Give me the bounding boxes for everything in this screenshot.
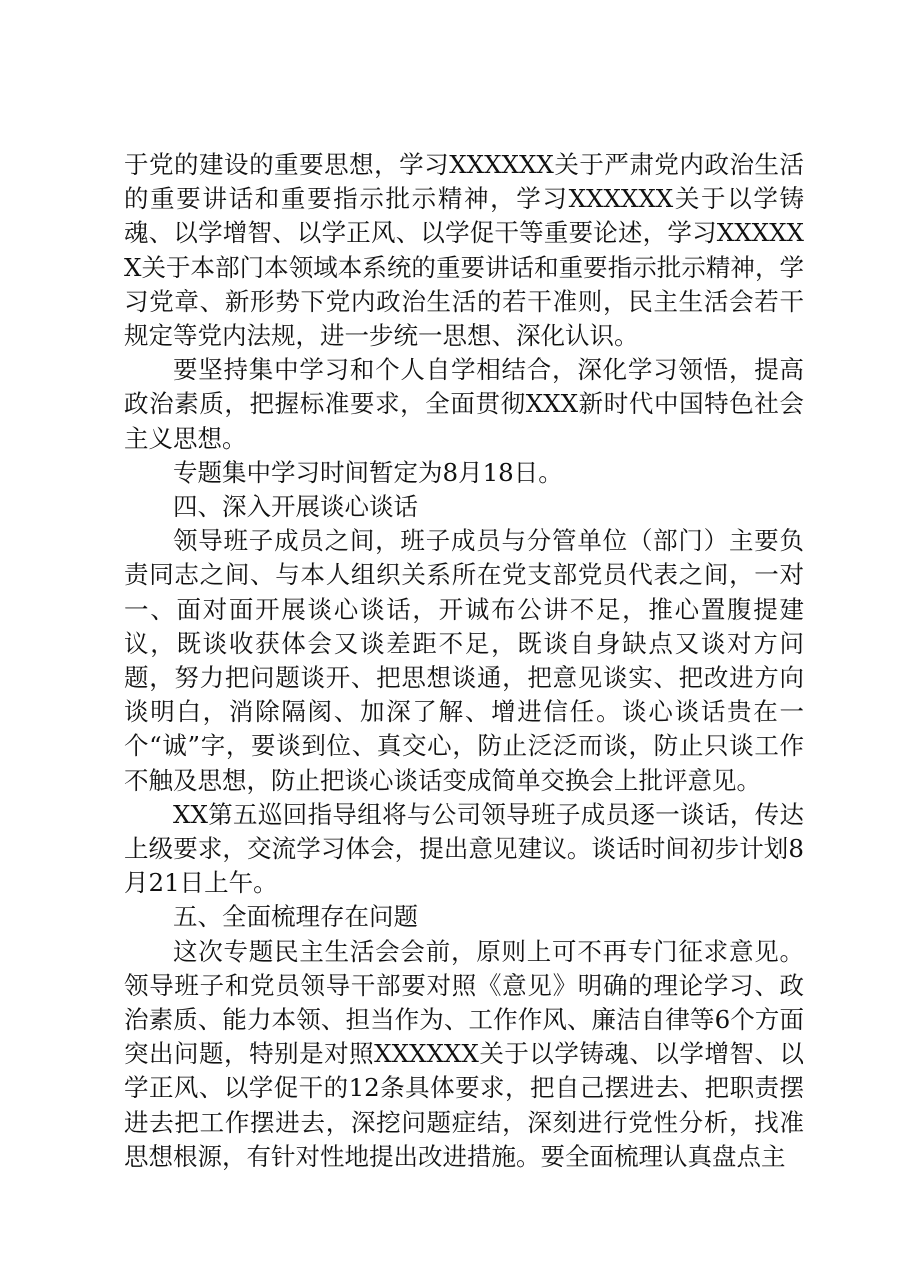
- paragraph-talks-schedule: XX第五巡回指导组将与公司领导班子成员逐一谈话，传达上级要求，交流学习体会，提出意见建议。谈话时间初步计划8月21日上午。: [124, 799, 804, 898]
- paragraph-study-content: 于党的建设的重要思想，学习XXXXXX关于严肃党内政治生活的重要讲话和重要指示批示精神，学习XXXXXX关于以学铸魂、以学增智、以学正风、以学促干等重要论述，学习XXXXXX关于本部门本领域本系统的重要讲话和重要指示批示精神，学习党章、新形势下党内政治生活的若干准则，民主生活会若干规定等党内法规，进一步统一思想、深化认识。: [124, 150, 804, 351]
- paragraph-talks-content: 领导班子成员之间，班子成员与分管单位（部门）主要负责同志之间、与本人组织关系所在党支部党员代表之间，一对一、面对面开展谈心谈话，开诚布公讲不足，推心置腹提建议，既谈收获体会又谈差距不足，既谈自身缺点又谈对方问题，努力把问题谈开、把思想谈通，把意见谈实、把改进方向谈明白，消除隔阂、加深了解、增进信任。谈心谈话贵在一个“诚”字，要谈到位、真交心，防止泛泛而谈，防止只谈工作不触及思想，防止把谈心谈话变成简单交换会上批评意见。: [124, 526, 804, 795]
- paragraph-study-date: 专题集中学习时间暂定为8月18日。: [173, 457, 563, 487]
- paragraph-study-method: 要坚持集中学习和个人自学相结合，深化学习领悟，提高政治素质，把握标准要求，全面贯彻XXX新时代中国特色社会主义思想。: [124, 355, 804, 453]
- section-heading-problems: 五、全面梳理存在问题: [173, 902, 418, 932]
- paragraph-problems-content: 这次专题民主生活会会前，原则上可不再专门征求意见。领导班子和党员领导干部要对照《意见》明确的理论学习、政治素质、能力本领、担当作为、工作作风、廉洁自律等6个方面突出问题，特别是对照XXXXXX关于以学铸魂、以学增智、以学正风、以学促干的12条具体要求，把自己摆进去、把职责摆进去把工作摆进去，深挖问题症结，深刻进行党性分析，找准思想根源，有针对性地提出改进措施。要全面梳理认真盘点主: [124, 936, 804, 1171]
- document-body: [124, 148, 804, 1174]
- section-heading-talks: 四、深入开展谈心谈话: [173, 492, 418, 522]
